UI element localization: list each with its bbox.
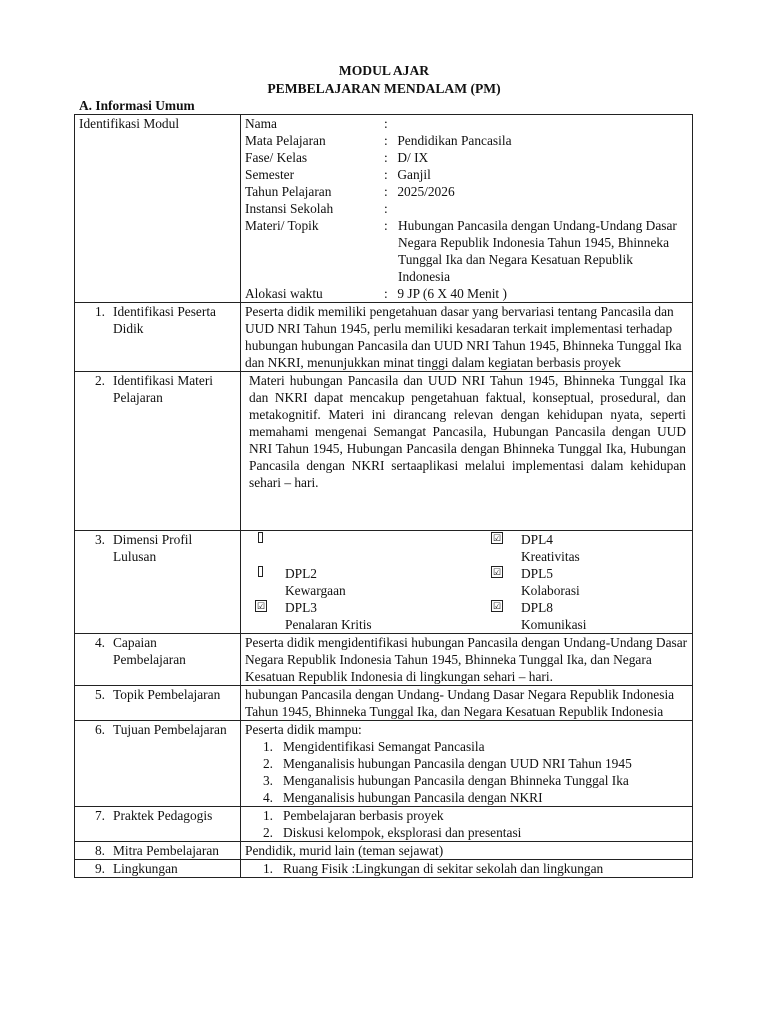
row-label: Mitra Pembelajaran — [113, 843, 219, 858]
field-tahun-pelajaran: Tahun Pelajaran : 2025/2026 — [245, 184, 455, 199]
list-item: 1. Ruang Fisik :Lingkungan di sekitar sekolah dan lingkungan — [262, 861, 604, 876]
row-content: Peserta didik memiliki pengetahuan dasar yang bervariasi tentang Pancasila dan UUD NRI Tahun 1945, perlu memiliki kesadaran terkait implementasi terhadap hubungan hubungan Pancasila dan UUD NRI Tahun 1945, Bhinneka Tunggal Ika dan NKRI, menunjukkan minat tinggi dalam kegiatan berbasis proyek — [241, 303, 693, 372]
row-label: Tujuan Pembelajaran — [113, 722, 227, 737]
row-number: 3. — [94, 532, 105, 547]
table-row-topik-pembelajaran — [75, 686, 693, 721]
dimension-name: Penalaran Kritis — [285, 617, 372, 632]
row-label: Identifikasi Modul — [75, 115, 241, 303]
row-number: 6. — [94, 722, 105, 737]
section-heading: A. Informasi Umum — [79, 98, 195, 113]
row-content — [241, 721, 693, 807]
module-info-table — [74, 114, 693, 878]
dimension-code: DPL3 — [285, 600, 317, 615]
dimension-code: DPL2 — [285, 566, 317, 581]
row-number: 8. — [94, 843, 105, 858]
objectives-list — [245, 738, 688, 806]
list-item: 1. Mengidentifikasi Semangat Pancasila — [262, 739, 485, 754]
profile-dimension-grid — [245, 531, 688, 633]
row-content — [241, 807, 693, 842]
row-number: 5. — [94, 687, 105, 702]
dimension-name: Komunikasi — [521, 617, 587, 632]
row-content: Peserta didik mengidentifikasi hubungan Pancasila dengan Undang-Undang Dasar Negara Republik Indonesia Tahun 1945, Bhinneka Tunggal Ika, dan Negara Kesatuan Republik Indonesia di lingkungan sehari – hari. — [241, 634, 693, 686]
row-content — [241, 531, 693, 634]
table-row-mitra-pembelajaran — [75, 842, 693, 860]
dimension-name: Kolaborasi — [521, 583, 580, 598]
field-alokasi-waktu: Alokasi waktu : 9 JP (6 X 40 Menit ) — [245, 286, 507, 301]
dimension-name: Kewargaan — [285, 583, 346, 598]
row-content: Materi hubungan Pancasila dan UUD NRI Tahun 1945, Bhinneka Tunggal Ika dan NKRI dapat mencakup pengetahuan faktual, konseptual, prosedural, dan metakognitif. Materi ini dirancang relevan dengan kehidupan nyata, seperti memahami mengenai Semangat Pancasila, Hubungan Pancasila dengan UUD NRI Tahun 1945, Hubungan Pancasila dengan Bhinneka Tunggal Ika, Hubungan Pancasila dengan NKRI sertaaplikasi melalui implementasi dalam kehidupan sehari – hari. — [241, 372, 693, 531]
list-item: 1. Pembelajaran berbasis proyek — [262, 808, 444, 823]
row-content — [241, 860, 693, 878]
field-fase-kelas: Fase/ Kelas : D/ IX — [245, 150, 429, 165]
row-content: Pendidik, murid lain (teman sejawat) — [241, 842, 693, 860]
row-number: 9. — [94, 861, 105, 876]
dimension-code: DPL5 — [521, 566, 553, 581]
field-instansi-sekolah: Instansi Sekolah : — [245, 201, 388, 216]
table-row-identifikasi-peserta-didik — [75, 303, 693, 372]
table-row-capaian-pembelajaran — [75, 634, 693, 686]
row-content — [241, 115, 693, 303]
dimension-code: DPL8 — [521, 600, 553, 615]
row-number: 1. — [94, 304, 105, 319]
row-number: 7. — [94, 808, 105, 823]
row-label: Dimensi Profil Lulusan — [113, 532, 193, 564]
table-row-identifikasi-modul — [75, 115, 693, 303]
field-nama: Nama : — [245, 116, 388, 131]
dimension-name: Kreativitas — [521, 549, 580, 564]
table-row-praktek-pedagogis — [75, 807, 693, 842]
field-mata-pelajaran: Mata Pelajaran : Pendidikan Pancasila — [245, 133, 512, 148]
dimension-code: DPL4 — [521, 532, 553, 547]
row-label: Praktek Pedagogis — [113, 808, 213, 823]
row-label: Capaian Pembelajaran — [113, 635, 186, 667]
row-label: Topik Pembelajaran — [113, 687, 221, 702]
row-label: Identifikasi Peserta Didik — [113, 304, 216, 336]
row-label: Identifikasi Materi Pelajaran — [113, 373, 214, 405]
table-row-identifikasi-materi — [75, 372, 693, 531]
list-item: 4. Menganalisis hubungan Pancasila dengan NKRI — [262, 790, 543, 805]
row-label: Lingkungan — [113, 861, 178, 876]
row-content: hubungan Pancasila dengan Undang- Undang Dasar Negara Republik Indonesia Tahun 1945, Bhinneka Tunggal Ika, dan Negara Kesatuan Republik Indonesia — [241, 686, 693, 721]
field-semester: Semester : Ganjil — [245, 167, 431, 182]
row-number: 2. — [94, 373, 105, 388]
field-materi-topik: Materi/ Topik : Hubungan Pancasila dengan Undang-Undang Dasar Negara Republik Indonesia Tahun 1945, Bhinneka Tunggal Ika dan Negara Kesatuan Republik Indonesia — [245, 218, 677, 284]
table-row-lingkungan — [75, 860, 693, 878]
checked-checkbox-icon[interactable]: ☑ — [492, 567, 502, 577]
list-intro: Peserta didik mampu: — [245, 722, 362, 737]
checked-checkbox-icon[interactable]: ☑ — [492, 533, 502, 543]
list-item: 3. Menganalisis hubungan Pancasila dengan Bhinneka Tunggal Ika — [262, 773, 629, 788]
checked-checkbox-icon[interactable]: ☑ — [492, 601, 502, 611]
pedagogy-list — [245, 807, 688, 841]
document-subtitle: PEMBELAJARAN MENDALAM (PM) — [267, 81, 501, 96]
environment-list — [245, 860, 688, 877]
table-row-tujuan-pembelajaran — [75, 721, 693, 807]
list-item: 2. Diskusi kelompok, eksplorasi dan presentasi — [262, 825, 522, 840]
checked-checkbox-icon[interactable]: ☑ — [256, 601, 266, 611]
list-item: 2. Menganalisis hubungan Pancasila dengan UUD NRI Tahun 1945 — [262, 756, 632, 771]
checkbox-icon[interactable] — [258, 532, 263, 543]
document-title: MODUL AJAR — [338, 63, 430, 78]
row-number: 4. — [94, 635, 105, 650]
checkbox-icon[interactable] — [258, 566, 263, 577]
table-row-dimensi-profil — [75, 531, 693, 634]
